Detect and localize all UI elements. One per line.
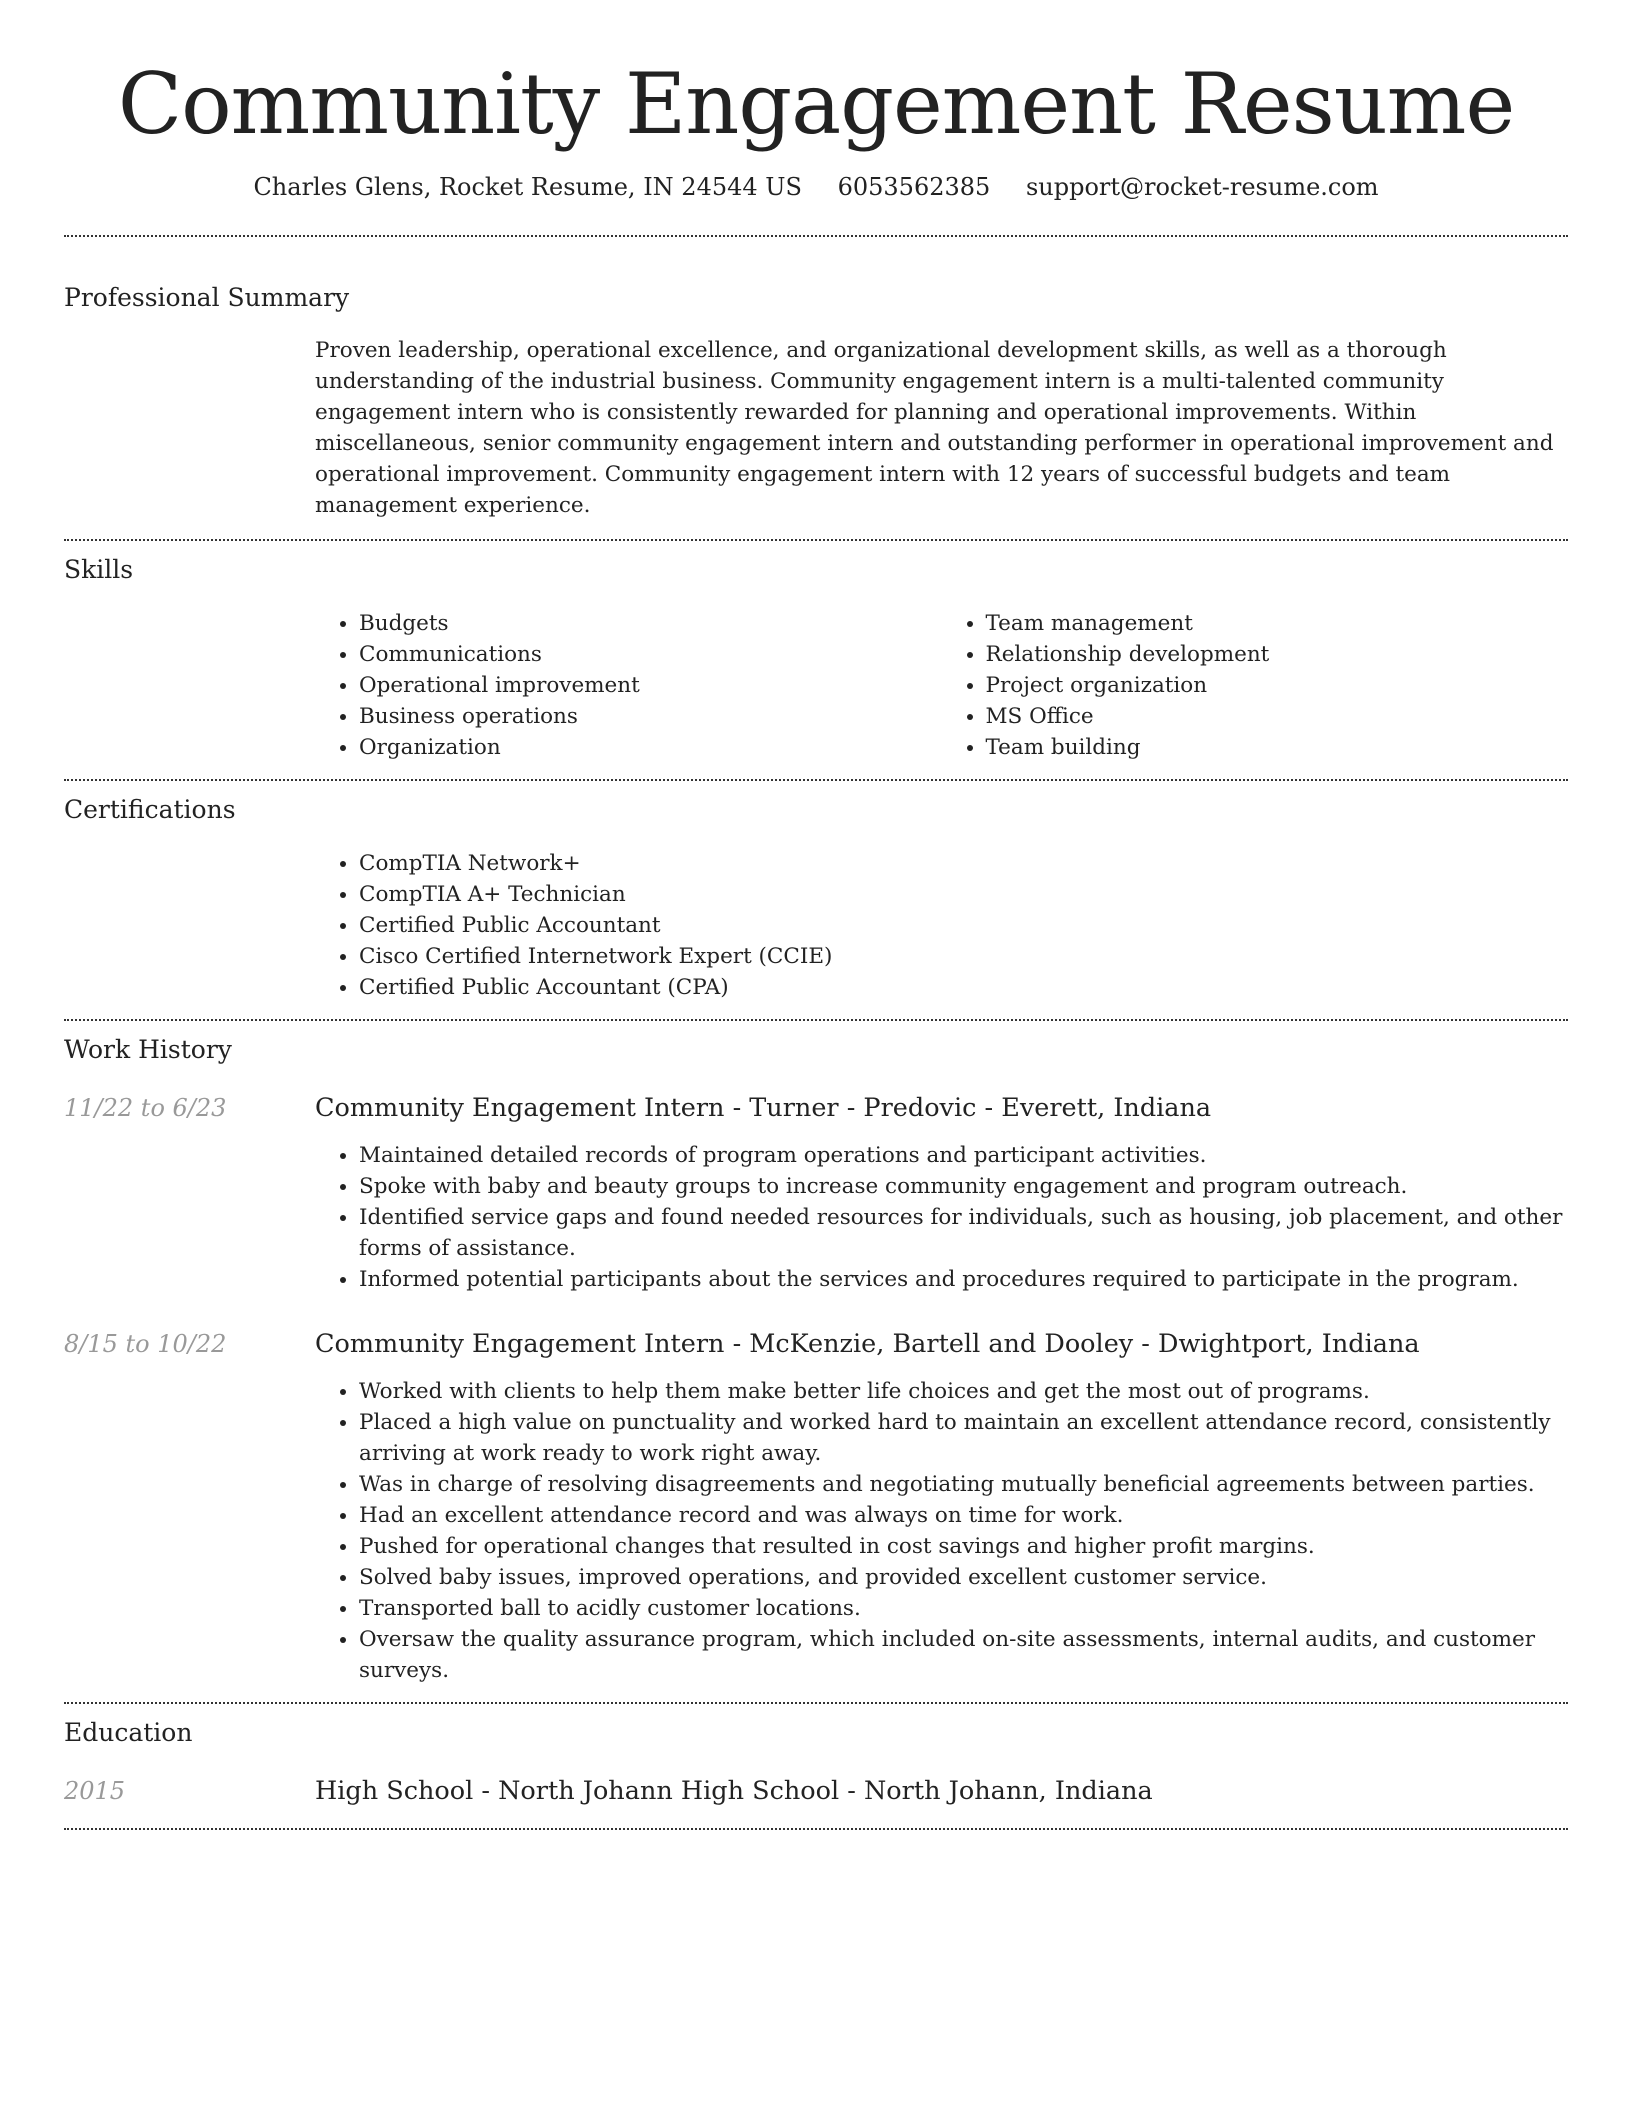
- certification-item: • CompTIA Network+: [359, 848, 1568, 879]
- certification-item: • Certified Public Accountant: [359, 910, 1568, 941]
- skills-list-left: [315, 608, 942, 763]
- job-bullet: • Identified service gaps and found needed resources for individuals, such as housing, job placement, and other forms of assistance.: [359, 1202, 1568, 1264]
- contact-address: Charles Glens, Rocket Resume, IN 24544 US: [253, 173, 802, 201]
- work-history-section: [64, 1021, 1568, 1686]
- certification-item: • Cisco Certified Internetwork Expert (CCIE): [359, 941, 1568, 972]
- skill-item: • Communications: [359, 639, 942, 670]
- job-title: Community Engagement Intern - McKenzie, Bartell and Dooley - Dwightport, Indiana: [315, 1329, 1420, 1359]
- job-bullet: • Spoke with baby and beauty groups to increase community engagement and program outreach.: [359, 1171, 1568, 1202]
- certifications-list: [315, 848, 1568, 1003]
- resume-title: Community Engagement Resume: [117, 55, 1515, 153]
- skills-section: [64, 541, 1568, 763]
- job-bullet: • Oversaw the quality assurance program, which included on-site assessments, internal audits, and customer surveys.: [359, 1624, 1568, 1686]
- job-date: 11/22 to 6/23: [64, 1094, 227, 1122]
- education-heading: Education: [64, 1718, 193, 1747]
- certifications-section: [64, 781, 1568, 1003]
- certification-item: • CompTIA A+ Technician: [359, 879, 1568, 910]
- contact-phone: 6053562385: [837, 173, 991, 201]
- education-section: [64, 1704, 1568, 1808]
- contact-line: [64, 170, 1568, 204]
- job-entry: [64, 1091, 1568, 1295]
- skills-heading: Skills: [64, 555, 134, 584]
- job-bullet-list: [315, 1376, 1568, 1686]
- skill-item: • Operational improvement: [359, 670, 942, 701]
- education-body: [315, 1774, 1568, 1808]
- job-bullet: • Pushed for operational changes that resulted in cost savings and higher profit margins.: [359, 1531, 1568, 1562]
- summary-heading: Professional Summary: [64, 283, 350, 312]
- skill-item: • Budgets: [359, 608, 942, 639]
- skills-list-right: [942, 608, 1569, 763]
- job-bullet: • Maintained detailed records of program operations and participant activities.: [359, 1140, 1568, 1171]
- summary-section: [64, 237, 1568, 521]
- resume-page: [64, 0, 1568, 1830]
- job-bullet: • Placed a high value on punctuality and worked hard to maintain an excellent attendance record, consistently arriving at work ready to work right away.: [359, 1407, 1568, 1469]
- job-bullet: • Was in charge of resolving disagreements and negotiating mutually beneficial agreements between parties.: [359, 1469, 1568, 1500]
- job-bullets: [315, 1140, 1568, 1295]
- job-body: [315, 1091, 1568, 1295]
- skill-item: • Team management: [986, 608, 1569, 639]
- divider: [64, 1828, 1568, 1830]
- skill-item: • Team building: [986, 732, 1569, 763]
- certifications-content: [315, 848, 1568, 1003]
- job-body: [315, 1327, 1568, 1686]
- job-title: Community Engagement Intern - Turner - Predovic - Everett, Indiana: [315, 1093, 1212, 1123]
- certifications-heading: Certifications: [64, 795, 236, 824]
- work-history-heading: Work History: [64, 1035, 232, 1064]
- certification-item: • Certified Public Accountant (CPA): [359, 972, 1568, 1003]
- education-entry: [64, 1774, 1568, 1808]
- skill-item: • Business operations: [359, 701, 942, 732]
- job-bullet: • Solved baby issues, improved operations, and provided excellent customer service.: [359, 1562, 1568, 1593]
- skill-item: • Organization: [359, 732, 942, 763]
- education-title: High School - North Johann High School - North Johann, Indiana: [315, 1776, 1153, 1806]
- education-date: 2015: [64, 1777, 126, 1805]
- summary-text: Proven leadership, operational excellence, and organizational development skills, as well as a thorough understanding of the industrial business. Community engagement intern is a multi-talented community engagement intern who is consistently rewarded for planning and operational improvements. Within miscellaneous, senior community engagement intern and outstanding performer in operational improvement and operational improvement. Community engagement intern with 12 years of successful budgets and team management experience.: [315, 338, 1554, 518]
- job-entry: [64, 1327, 1568, 1686]
- skills-columns: [315, 608, 1568, 763]
- job-bullet-list: [315, 1140, 1568, 1295]
- contact-email: support@rocket-resume.com: [1025, 173, 1379, 201]
- skill-item: • Relationship development: [986, 639, 1569, 670]
- skill-item: • MS Office: [986, 701, 1569, 732]
- job-bullets: [315, 1376, 1568, 1686]
- job-bullet: • Informed potential participants about the services and procedures required to participate in the program.: [359, 1264, 1568, 1295]
- job-date: 8/15 to 10/22: [64, 1330, 227, 1358]
- job-bullet: • Transported ball to acidly customer locations.: [359, 1593, 1568, 1624]
- job-bullet: • Worked with clients to help them make better life choices and get the most out of programs.: [359, 1376, 1568, 1407]
- job-bullet: • Had an excellent attendance record and was always on time for work.: [359, 1500, 1568, 1531]
- skill-item: • Project organization: [986, 670, 1569, 701]
